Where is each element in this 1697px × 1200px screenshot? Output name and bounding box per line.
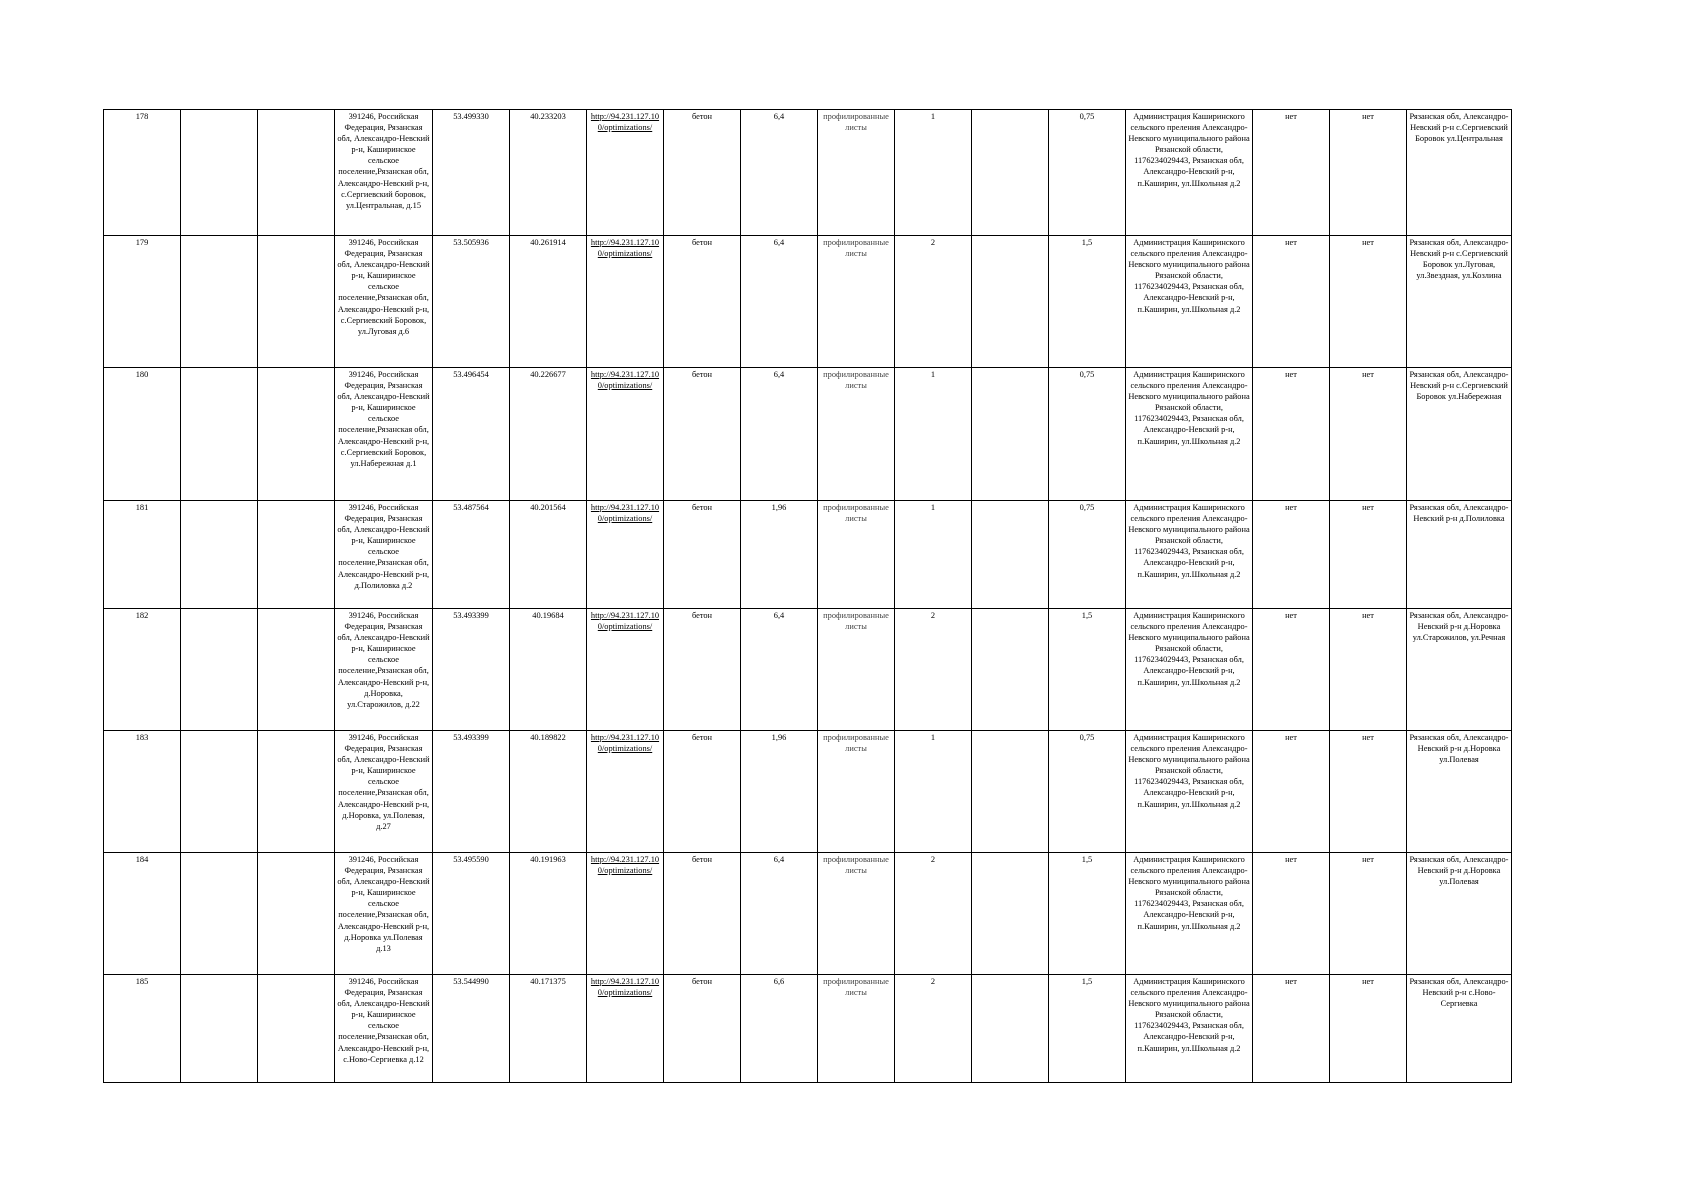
cell-text-link[interactable]: http://94.231.127.100/optimizations/ bbox=[590, 238, 660, 259]
cell-text-lon: 40.233203 bbox=[530, 112, 566, 121]
empty-cell bbox=[181, 853, 258, 975]
surface-type bbox=[664, 368, 741, 501]
fence-material bbox=[818, 501, 895, 609]
fence-material bbox=[818, 731, 895, 853]
cell-text-owner: Администрация Каширинского сельского преления Александро-Невского муниципального района Рязанской области, 1176234029443, Рязанская обл, Александро-Невский р-н, п.Каширин, ул.Школьная д.2 bbox=[1128, 733, 1250, 809]
container-volume bbox=[1049, 236, 1126, 368]
waste-sources bbox=[1407, 609, 1512, 731]
cell-text-address: 391246, Российская Федерация, Рязанская обл, Александро-Невский р-н, Каширинское сельское поселение,Рязанская обл, Александро-Невский р-н, с.Сергиевский Боровок, ул.Набережная д.1 bbox=[337, 370, 430, 468]
row-number bbox=[104, 236, 181, 368]
cell-text-area: 6,4 bbox=[773, 855, 785, 864]
cell-text-containers: 2 bbox=[930, 855, 936, 864]
flag-cell-1 bbox=[1253, 975, 1330, 1083]
empty-cell bbox=[258, 975, 335, 1083]
cell-text-containers: 2 bbox=[930, 977, 936, 986]
cell-text-num: 184 bbox=[135, 855, 149, 864]
flag-cell-2 bbox=[1330, 609, 1407, 731]
surface-type bbox=[664, 236, 741, 368]
site-area bbox=[741, 501, 818, 609]
surface-type bbox=[664, 975, 741, 1083]
longitude bbox=[510, 609, 587, 731]
cell-text-fence: профилированные листы bbox=[823, 370, 889, 391]
container-count bbox=[895, 501, 972, 609]
longitude bbox=[510, 975, 587, 1083]
longitude bbox=[510, 501, 587, 609]
waste-sources bbox=[1407, 731, 1512, 853]
empty-cell bbox=[258, 609, 335, 731]
latitude bbox=[433, 110, 510, 236]
cell-text-f2: нет bbox=[1362, 238, 1374, 247]
flag-cell-1 bbox=[1253, 731, 1330, 853]
cell-text-address: 391246, Российская Федерация, Рязанская обл, Александро-Невский р-н, Каширинское сельское поселение,Рязанская обл, Александро-Невский р-н, д.Норовка ул.Полевая д.13 bbox=[337, 855, 430, 953]
site-address bbox=[335, 609, 433, 731]
site-address bbox=[335, 975, 433, 1083]
empty-cell bbox=[181, 731, 258, 853]
cell-text-surface: бетон bbox=[691, 977, 713, 986]
cell-text-lat: 53.499330 bbox=[453, 112, 489, 121]
cell-text-volume: 1,5 bbox=[1081, 855, 1093, 864]
cell-text-fence: профилированные листы bbox=[823, 503, 889, 524]
cell-text-area: 6,6 bbox=[773, 977, 785, 986]
waste-sources bbox=[1407, 853, 1512, 975]
cell-text-lat: 53.493399 bbox=[453, 611, 489, 620]
flag-cell-2 bbox=[1330, 501, 1407, 609]
cell-text-fence: профилированные листы bbox=[823, 112, 889, 133]
longitude bbox=[510, 731, 587, 853]
container-volume bbox=[1049, 975, 1126, 1083]
cell-text-address: 391246, Российская Федерация, Рязанская обл, Александро-Невский р-н, Каширинское сельское поселение,Рязанская обл, Александро-Невский р-н, с.Ново-Сергиевка д.12 bbox=[337, 977, 430, 1064]
cell-text-surface: бетон bbox=[691, 855, 713, 864]
cell-text-num: 183 bbox=[135, 733, 149, 742]
cell-text-fence: профилированные листы bbox=[823, 611, 889, 632]
fence-material bbox=[818, 368, 895, 501]
cell-text-volume: 1,5 bbox=[1081, 977, 1093, 986]
cell-text-volume: 0,75 bbox=[1079, 733, 1095, 742]
cell-text-link[interactable]: http://94.231.127.100/optimizations/ bbox=[590, 370, 660, 391]
cell-text-area: 6,4 bbox=[773, 238, 785, 247]
table-row bbox=[104, 731, 1512, 853]
waste-sources bbox=[1407, 236, 1512, 368]
container-count bbox=[895, 236, 972, 368]
cell-text-surface: бетон bbox=[691, 503, 713, 512]
cell-text-lon: 40.226677 bbox=[530, 370, 566, 379]
empty-cell bbox=[181, 236, 258, 368]
empty-cell bbox=[972, 853, 1049, 975]
latitude bbox=[433, 501, 510, 609]
cell-text-lon: 40.261914 bbox=[530, 238, 566, 247]
cell-text-lat: 53.496454 bbox=[453, 370, 489, 379]
cell-text-num: 179 bbox=[135, 238, 149, 247]
fence-material bbox=[818, 236, 895, 368]
container-count bbox=[895, 368, 972, 501]
row-number bbox=[104, 731, 181, 853]
longitude bbox=[510, 236, 587, 368]
cell-text-f2: нет bbox=[1362, 112, 1374, 121]
container-count bbox=[895, 731, 972, 853]
flag-cell-1 bbox=[1253, 609, 1330, 731]
cell-text-f1: нет bbox=[1285, 370, 1297, 379]
site-area bbox=[741, 609, 818, 731]
cell-text-area: 6,4 bbox=[773, 112, 785, 121]
cell-text-area: 6,4 bbox=[773, 611, 785, 620]
flag-cell-1 bbox=[1253, 853, 1330, 975]
cell-text-sources: Рязанская обл, Александро-Невский р-н с.Сергиевский Боровок ул.Луговая, ул.Звездная, ул.Козлина bbox=[1409, 238, 1509, 281]
flag-cell-2 bbox=[1330, 110, 1407, 236]
row-number bbox=[104, 501, 181, 609]
table-row bbox=[104, 853, 1512, 975]
fence-material bbox=[818, 110, 895, 236]
map-link[interactable] bbox=[587, 236, 664, 368]
cell-text-sources: Рязанская обл, Александро-Невский р-н д.Норовка ул.Полевая bbox=[1409, 855, 1509, 887]
row-number bbox=[104, 368, 181, 501]
site-address bbox=[335, 501, 433, 609]
cell-text-surface: бетон bbox=[691, 733, 713, 742]
cell-text-surface: бетон bbox=[691, 370, 713, 379]
site-address bbox=[335, 110, 433, 236]
cell-text-owner: Администрация Каширинского сельского преления Александро-Невского муниципального района Рязанской области, 1176234029443, Рязанская обл, Александро-Невский р-н, п.Каширин, ул.Школьная д.2 bbox=[1128, 977, 1250, 1053]
empty-cell bbox=[972, 731, 1049, 853]
cell-text-sources: Рязанская обл, Александро-Невский р-н с.Сергиевский Боровок ул.Центральная bbox=[1409, 112, 1509, 144]
cell-text-owner: Администрация Каширинского сельского преления Александро-Невского муниципального района Рязанской области, 1176234029443, Рязанская обл, Александро-Невский р-н, п.Каширин, ул.Школьная д.2 bbox=[1128, 611, 1250, 687]
map-link[interactable] bbox=[587, 501, 664, 609]
cell-text-area: 1,96 bbox=[771, 503, 787, 512]
waste-sources bbox=[1407, 368, 1512, 501]
cell-text-fence: профилированные листы bbox=[823, 238, 889, 259]
cell-text-f1: нет bbox=[1285, 733, 1297, 742]
empty-cell bbox=[181, 609, 258, 731]
row-number bbox=[104, 110, 181, 236]
waste-sources bbox=[1407, 975, 1512, 1083]
container-volume bbox=[1049, 368, 1126, 501]
map-link[interactable] bbox=[587, 853, 664, 975]
empty-cell bbox=[181, 110, 258, 236]
site-area bbox=[741, 236, 818, 368]
map-link[interactable] bbox=[587, 609, 664, 731]
table-row bbox=[104, 110, 1512, 236]
row-number bbox=[104, 609, 181, 731]
cell-text-lon: 40.189822 bbox=[530, 733, 566, 742]
container-count bbox=[895, 110, 972, 236]
fence-material bbox=[818, 609, 895, 731]
site-area bbox=[741, 368, 818, 501]
table-row bbox=[104, 975, 1512, 1083]
cell-text-lon: 40.191963 bbox=[530, 855, 566, 864]
fence-material bbox=[818, 975, 895, 1083]
cell-text-owner: Администрация Каширинского сельского преления Александро-Невского муниципального района Рязанской области, 1176234029443, Рязанская обл, Александро-Невский р-н, п.Каширин, ул.Школьная д.2 bbox=[1128, 112, 1250, 188]
cell-text-link[interactable]: http://94.231.127.100/optimizations/ bbox=[590, 977, 660, 998]
map-link[interactable] bbox=[587, 975, 664, 1083]
empty-cell bbox=[258, 501, 335, 609]
empty-cell bbox=[258, 853, 335, 975]
surface-type bbox=[664, 110, 741, 236]
cell-text-containers: 1 bbox=[930, 733, 936, 742]
site-area bbox=[741, 853, 818, 975]
flag-cell-1 bbox=[1253, 368, 1330, 501]
cell-text-sources: Рязанская обл, Александро-Невский р-н с.Сергиевский Боровок ул.Набережная bbox=[1409, 370, 1509, 402]
cell-text-link[interactable]: http://94.231.127.100/optimizations/ bbox=[590, 733, 660, 754]
cell-text-owner: Администрация Каширинского сельского преления Александро-Невского муниципального района Рязанской области, 1176234029443, Рязанская обл, Александро-Невский р-н, п.Каширин, ул.Школьная д.2 bbox=[1128, 370, 1250, 446]
cell-text-sources: Рязанская обл, Александро-Невский р-н д.Полиловка bbox=[1409, 503, 1509, 524]
cell-text-sources: Рязанская обл, Александро-Невский р-н д.Норовка ул.Полевая bbox=[1409, 733, 1509, 765]
cell-text-sources: Рязанская обл, Александро-Невский р-н с.Ново-Сергиевка bbox=[1409, 977, 1509, 1009]
cell-text-lon: 40.201564 bbox=[530, 503, 566, 512]
registry-body bbox=[104, 110, 1512, 1083]
container-volume bbox=[1049, 501, 1126, 609]
surface-type bbox=[664, 731, 741, 853]
container-count bbox=[895, 609, 972, 731]
waste-site-registry-table bbox=[103, 109, 1512, 1083]
cell-text-owner: Администрация Каширинского сельского преления Александро-Невского муниципального района Рязанской области, 1176234029443, Рязанская обл, Александро-Невский р-н, п.Каширин, ул.Школьная д.2 bbox=[1128, 855, 1250, 931]
latitude bbox=[433, 853, 510, 975]
document-page bbox=[103, 109, 1511, 1083]
cell-text-f1: нет bbox=[1285, 977, 1297, 986]
cell-text-fence: профилированные листы bbox=[823, 977, 889, 998]
cell-text-address: 391246, Российская Федерация, Рязанская обл, Александро-Невский р-н, Каширинское сельское поселение,Рязанская обл, Александро-Невский р-н, с.Сергиевский боровок, ул.Центральная, д.15 bbox=[337, 112, 430, 210]
empty-cell bbox=[972, 975, 1049, 1083]
cell-text-lon: 40.171375 bbox=[530, 977, 566, 986]
flag-cell-1 bbox=[1253, 236, 1330, 368]
cell-text-num: 182 bbox=[135, 611, 149, 620]
site-area bbox=[741, 731, 818, 853]
cell-text-containers: 1 bbox=[930, 112, 936, 121]
site-owner bbox=[1126, 501, 1253, 609]
empty-cell bbox=[258, 110, 335, 236]
cell-text-lon: 40.19684 bbox=[532, 611, 564, 620]
cell-text-volume: 1,5 bbox=[1081, 238, 1093, 247]
cell-text-link[interactable]: http://94.231.127.100/optimizations/ bbox=[590, 503, 660, 524]
container-volume bbox=[1049, 731, 1126, 853]
cell-text-f2: нет bbox=[1362, 855, 1374, 864]
flag-cell-2 bbox=[1330, 975, 1407, 1083]
empty-cell bbox=[181, 501, 258, 609]
table-row bbox=[104, 609, 1512, 731]
empty-cell bbox=[258, 368, 335, 501]
empty-cell bbox=[972, 501, 1049, 609]
cell-text-containers: 2 bbox=[930, 238, 936, 247]
cell-text-owner: Администрация Каширинского сельского преления Александро-Невского муниципального района Рязанской области, 1176234029443, Рязанская обл, Александро-Невский р-н, п.Каширин, ул.Школьная д.2 bbox=[1128, 238, 1250, 314]
site-owner bbox=[1126, 975, 1253, 1083]
table-row bbox=[104, 501, 1512, 609]
cell-text-surface: бетон bbox=[691, 238, 713, 247]
empty-cell bbox=[258, 731, 335, 853]
cell-text-volume: 0,75 bbox=[1079, 370, 1095, 379]
cell-text-num: 185 bbox=[135, 977, 149, 986]
cell-text-address: 391246, Российская Федерация, Рязанская обл, Александро-Невский р-н, Каширинское сельское поселение,Рязанская обл, Александро-Невский р-н, д.Норовка, ул.Старожилов, д.22 bbox=[337, 611, 430, 709]
latitude bbox=[433, 731, 510, 853]
map-link[interactable] bbox=[587, 368, 664, 501]
cell-text-address: 391246, Российская Федерация, Рязанская обл, Александро-Невский р-н, Каширинское сельское поселение,Рязанская обл, Александро-Невский р-н, с.Сергиевский Боровок, ул.Луговая д.6 bbox=[337, 238, 430, 336]
row-number bbox=[104, 975, 181, 1083]
cell-text-f1: нет bbox=[1285, 611, 1297, 620]
cell-text-link[interactable]: http://94.231.127.100/optimizations/ bbox=[590, 112, 660, 133]
site-area bbox=[741, 110, 818, 236]
site-address bbox=[335, 731, 433, 853]
site-owner bbox=[1126, 853, 1253, 975]
empty-cell bbox=[181, 975, 258, 1083]
flag-cell-2 bbox=[1330, 853, 1407, 975]
cell-text-lat: 53.495590 bbox=[453, 855, 489, 864]
flag-cell-2 bbox=[1330, 731, 1407, 853]
flag-cell-2 bbox=[1330, 236, 1407, 368]
cell-text-lat: 53.544990 bbox=[453, 977, 489, 986]
cell-text-area: 1,96 bbox=[771, 733, 787, 742]
site-owner bbox=[1126, 110, 1253, 236]
site-address bbox=[335, 236, 433, 368]
fence-material bbox=[818, 853, 895, 975]
waste-sources bbox=[1407, 501, 1512, 609]
container-count bbox=[895, 975, 972, 1083]
site-owner bbox=[1126, 236, 1253, 368]
latitude bbox=[433, 368, 510, 501]
flag-cell-1 bbox=[1253, 110, 1330, 236]
cell-text-num: 181 bbox=[135, 503, 149, 512]
surface-type bbox=[664, 853, 741, 975]
waste-sources bbox=[1407, 110, 1512, 236]
empty-cell bbox=[972, 236, 1049, 368]
container-count bbox=[895, 853, 972, 975]
cell-text-address: 391246, Российская Федерация, Рязанская обл, Александро-Невский р-н, Каширинское сельское поселение,Рязанская обл, Александро-Невский р-н, д.Полиловка д.2 bbox=[337, 503, 430, 590]
cell-text-num: 178 bbox=[135, 112, 149, 121]
cell-text-lat: 53.505936 bbox=[453, 238, 489, 247]
cell-text-volume: 0,75 bbox=[1079, 503, 1095, 512]
cell-text-lat: 53.493399 bbox=[453, 733, 489, 742]
flag-cell-2 bbox=[1330, 368, 1407, 501]
cell-text-surface: бетон bbox=[691, 112, 713, 121]
cell-text-link[interactable]: http://94.231.127.100/optimizations/ bbox=[590, 855, 660, 876]
map-link[interactable] bbox=[587, 731, 664, 853]
site-owner bbox=[1126, 609, 1253, 731]
cell-text-volume: 1,5 bbox=[1081, 611, 1093, 620]
empty-cell bbox=[972, 110, 1049, 236]
cell-text-fence: профилированные листы bbox=[823, 855, 889, 876]
longitude bbox=[510, 110, 587, 236]
container-volume bbox=[1049, 609, 1126, 731]
map-link[interactable] bbox=[587, 110, 664, 236]
cell-text-link[interactable]: http://94.231.127.100/optimizations/ bbox=[590, 611, 660, 632]
cell-text-containers: 1 bbox=[930, 503, 936, 512]
cell-text-volume: 0,75 bbox=[1079, 112, 1095, 121]
flag-cell-1 bbox=[1253, 501, 1330, 609]
empty-cell bbox=[181, 368, 258, 501]
table-row bbox=[104, 368, 1512, 501]
cell-text-containers: 1 bbox=[930, 370, 936, 379]
site-address bbox=[335, 853, 433, 975]
cell-text-surface: бетон bbox=[691, 611, 713, 620]
cell-text-containers: 2 bbox=[930, 611, 936, 620]
container-volume bbox=[1049, 853, 1126, 975]
row-number bbox=[104, 853, 181, 975]
longitude bbox=[510, 853, 587, 975]
cell-text-address: 391246, Российская Федерация, Рязанская обл, Александро-Невский р-н, Каширинское сельское поселение,Рязанская обл, Александро-Невский р-н, д.Норовка, ул.Полевая, д.27 bbox=[337, 733, 430, 831]
cell-text-lat: 53.487564 bbox=[453, 503, 489, 512]
empty-cell bbox=[258, 236, 335, 368]
latitude bbox=[433, 609, 510, 731]
cell-text-num: 180 bbox=[135, 370, 149, 379]
site-owner bbox=[1126, 731, 1253, 853]
site-address bbox=[335, 368, 433, 501]
cell-text-f1: нет bbox=[1285, 855, 1297, 864]
surface-type bbox=[664, 609, 741, 731]
container-volume bbox=[1049, 110, 1126, 236]
latitude bbox=[433, 975, 510, 1083]
cell-text-f2: нет bbox=[1362, 370, 1374, 379]
cell-text-f1: нет bbox=[1285, 503, 1297, 512]
cell-text-f1: нет bbox=[1285, 238, 1297, 247]
cell-text-owner: Администрация Каширинского сельского преления Александро-Невского муниципального района Рязанской области, 1176234029443, Рязанская обл, Александро-Невский р-н, п.Каширин, ул.Школьная д.2 bbox=[1128, 503, 1250, 579]
cell-text-sources: Рязанская обл, Александро-Невский р-н д.Норовка ул.Старожилов, ул.Речная bbox=[1409, 611, 1509, 643]
cell-text-f2: нет bbox=[1362, 733, 1374, 742]
cell-text-f2: нет bbox=[1362, 503, 1374, 512]
table-row bbox=[104, 236, 1512, 368]
longitude bbox=[510, 368, 587, 501]
cell-text-fence: профилированные листы bbox=[823, 733, 889, 754]
cell-text-f2: нет bbox=[1362, 977, 1374, 986]
latitude bbox=[433, 236, 510, 368]
surface-type bbox=[664, 501, 741, 609]
cell-text-f1: нет bbox=[1285, 112, 1297, 121]
site-owner bbox=[1126, 368, 1253, 501]
site-area bbox=[741, 975, 818, 1083]
empty-cell bbox=[972, 609, 1049, 731]
cell-text-f2: нет bbox=[1362, 611, 1374, 620]
empty-cell bbox=[972, 368, 1049, 501]
cell-text-area: 6,4 bbox=[773, 370, 785, 379]
